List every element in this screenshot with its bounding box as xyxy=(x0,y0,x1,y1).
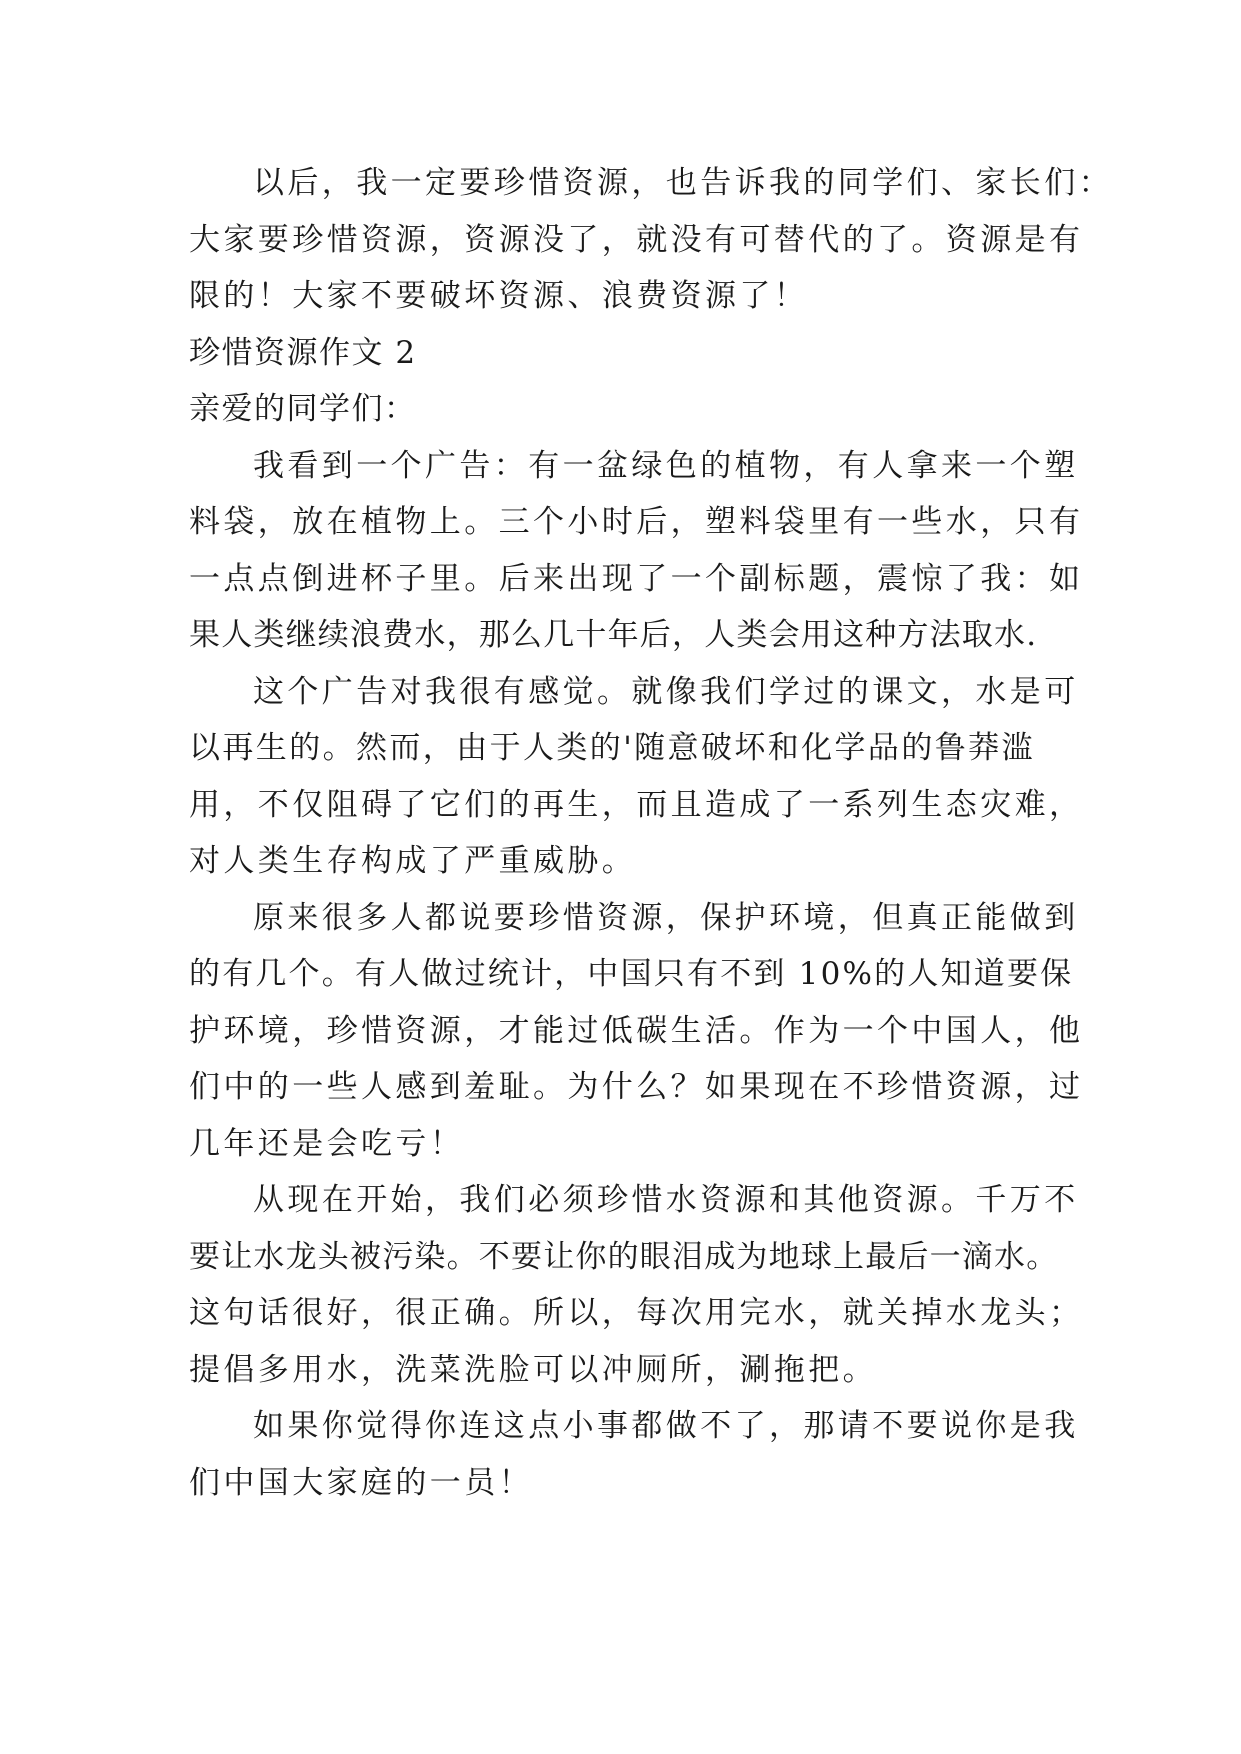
paragraph-line: 们中国大家庭的一员！ xyxy=(189,1464,533,1501)
paragraph-line: 大家要珍惜资源，资源没了，就没有可替代的了。资源是有 xyxy=(189,221,1084,258)
paragraph-line: 这个广告对我很有感觉。就像我们学过的课文，水是可 xyxy=(253,673,1079,710)
document-page xyxy=(189,155,1113,1511)
paragraph-line: 以再生的。然而，由于人类的'随意破坏和化学品的鲁莽滥 xyxy=(189,730,1035,766)
paragraph-line: 的有几个。有人做过统计，中国只有不到 10%的人知道要保 xyxy=(189,956,1074,992)
paragraph-line: 提倡多用水，洗菜洗脸可以冲厕所，涮拖把。 xyxy=(189,1351,877,1388)
paragraph-line: 以后，我一定要珍惜资源，也告诉我的同学们、家长们： xyxy=(253,165,1113,201)
paragraph-line: 护环境，珍惜资源，才能过低碳生活。作为一个中国人，他 xyxy=(189,1012,1084,1049)
paragraph-line: 料袋，放在植物上。三个小时后，塑料袋里有一些水，只有 xyxy=(189,504,1084,540)
salutation: 亲爱的同学们： xyxy=(189,391,417,427)
paragraph-line: 用，不仅阻碍了它们的再生，而且造成了一系列生态灾难， xyxy=(189,786,1084,823)
paragraph-line: 从现在开始，我们必须珍惜水资源和其他资源。千万不 xyxy=(253,1182,1079,1218)
section-heading: 珍惜资源作文 2 xyxy=(189,334,417,371)
paragraph-line: 几年还是会吃亏！ xyxy=(189,1125,465,1162)
paragraph-line: 如果你觉得你连这点小事都做不了，那请不要说你是我 xyxy=(253,1408,1079,1444)
paragraph-line: 对人类生存构成了严重威胁。 xyxy=(189,843,637,879)
paragraph-line: 一点点倒进杯子里。后来出现了一个副标题，震惊了我：如 xyxy=(189,560,1084,597)
paragraph-line: 限的！大家不要破坏资源、浪费资源了！ xyxy=(189,278,809,314)
paragraph-line: 这句话很好，很正确。所以，每次用完水，就关掉水龙头； xyxy=(189,1295,1084,1331)
paragraph-line: 果人类继续浪费水，那么几十年后，人类会用这种方法取水. xyxy=(189,617,1038,653)
paragraph-line: 我看到一个广告：有一盆绿色的植物，有人拿来一个塑 xyxy=(253,447,1079,484)
paragraph-line: 们中的一些人感到羞耻。为什么？如果现在不珍惜资源，过 xyxy=(189,1069,1084,1105)
paragraph-line: 原来很多人都说要珍惜资源，保护环境，但真正能做到 xyxy=(253,899,1079,936)
paragraph-line: 要让水龙头被污染。不要让你的眼泪成为地球上最后一滴水。 xyxy=(189,1238,1059,1275)
